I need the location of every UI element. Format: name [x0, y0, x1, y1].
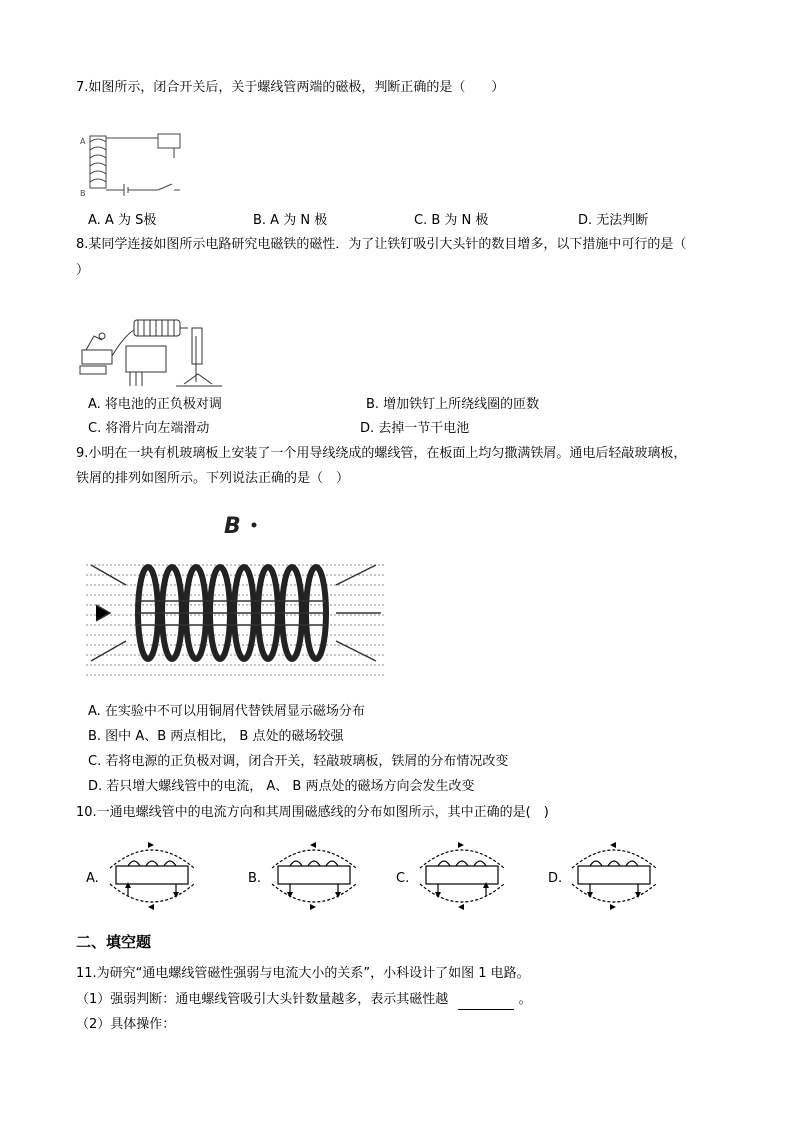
q10-label-b: B. [248, 871, 262, 886]
q9-option-d: D. 若只增大螺线管中的电流， A、 B 两点处的磁场方向会发生改变 [88, 779, 475, 794]
q8-option-c: C. 将滑片向左端滑动 [88, 421, 210, 436]
q10-option-a-solenoid [100, 838, 204, 914]
q10-option-b-solenoid [262, 838, 366, 914]
q7-option-a: A. A 为 S极 [88, 213, 157, 228]
q7-option-c: C. B 为 N 极 [414, 213, 489, 228]
q9-iron-filings-figure [86, 505, 386, 685]
svg-text:B: B [80, 189, 86, 198]
q8-stem-line2: ） [76, 263, 90, 278]
q11-part2: （2）具体操作： [76, 1017, 176, 1032]
svg-text:A: A [80, 137, 86, 146]
q9-stem-line2: 铁屑的排列如图所示。下列说法正确的是（ ） [76, 471, 350, 486]
q8-stem-line1: 8.某同学连接如图所示电路研究电磁铁的磁性．为了让铁钉吸引大头针的数目增多，以下措施中可行的是（ [76, 237, 687, 252]
q8-option-b: B. 增加铁钉上所绕线圈的匝数 [366, 397, 540, 412]
q10-label-d: D. [548, 871, 563, 886]
q7-option-d: D. 无法判断 [578, 213, 649, 228]
q9-stem-line1: 9.小明在一块有机玻璃板上安装了一个用导线绕成的螺线管，在板面上均匀撒满铁屑。通电后轻敲玻璃板， [76, 446, 687, 461]
q8-option-a: A. 将电池的正负极对调 [88, 397, 222, 412]
q10-option-c-solenoid [410, 838, 514, 914]
q7-circuit-figure [76, 130, 188, 202]
q9-option-a: A. 在实验中不可以用铜屑代替铁屑显示磁场分布 [88, 704, 365, 719]
q10-option-d-solenoid [562, 838, 666, 914]
q11-part1-end: 。 [518, 992, 532, 1007]
q8-option-d: D. 去掉一节干电池 [360, 421, 470, 436]
q11-answer-blank[interactable] [458, 991, 514, 1010]
q11-part1-text: （1）强弱判断：通电螺线管吸引大头针数量越多，表示其磁性越 [76, 992, 449, 1007]
q10-stem: 10.一通电螺线管中的电流方向和其周围磁感线的分布如图所示，其中正确的是( ) [76, 805, 549, 820]
q7-option-b: B. A 为 N 极 [253, 213, 328, 228]
q11-part1 [76, 991, 532, 1010]
q8-electromagnet-figure [76, 316, 226, 388]
q9-point-b-label: B [224, 514, 241, 539]
q7-stem: 7.如图所示，闭合开关后，关于螺线管两端的磁极，判断正确的是（ ） [76, 80, 505, 95]
q9-option-c: C. 若将电源的正负极对调，闭合开关，轻敲玻璃板，铁屑的分布情况改变 [88, 754, 509, 769]
q10-label-a: A. [86, 871, 99, 886]
q11-stem: 11.为研究“通电螺线管磁性强弱与电流大小的关系”，小科设计了如图 1 电路。 [76, 966, 530, 981]
q9-option-b: B. 图中 A、B 两点相比， B 点处的磁场较强 [88, 729, 344, 744]
section-title: 二、填空题 [76, 933, 152, 951]
q10-label-c: C. [396, 871, 410, 886]
